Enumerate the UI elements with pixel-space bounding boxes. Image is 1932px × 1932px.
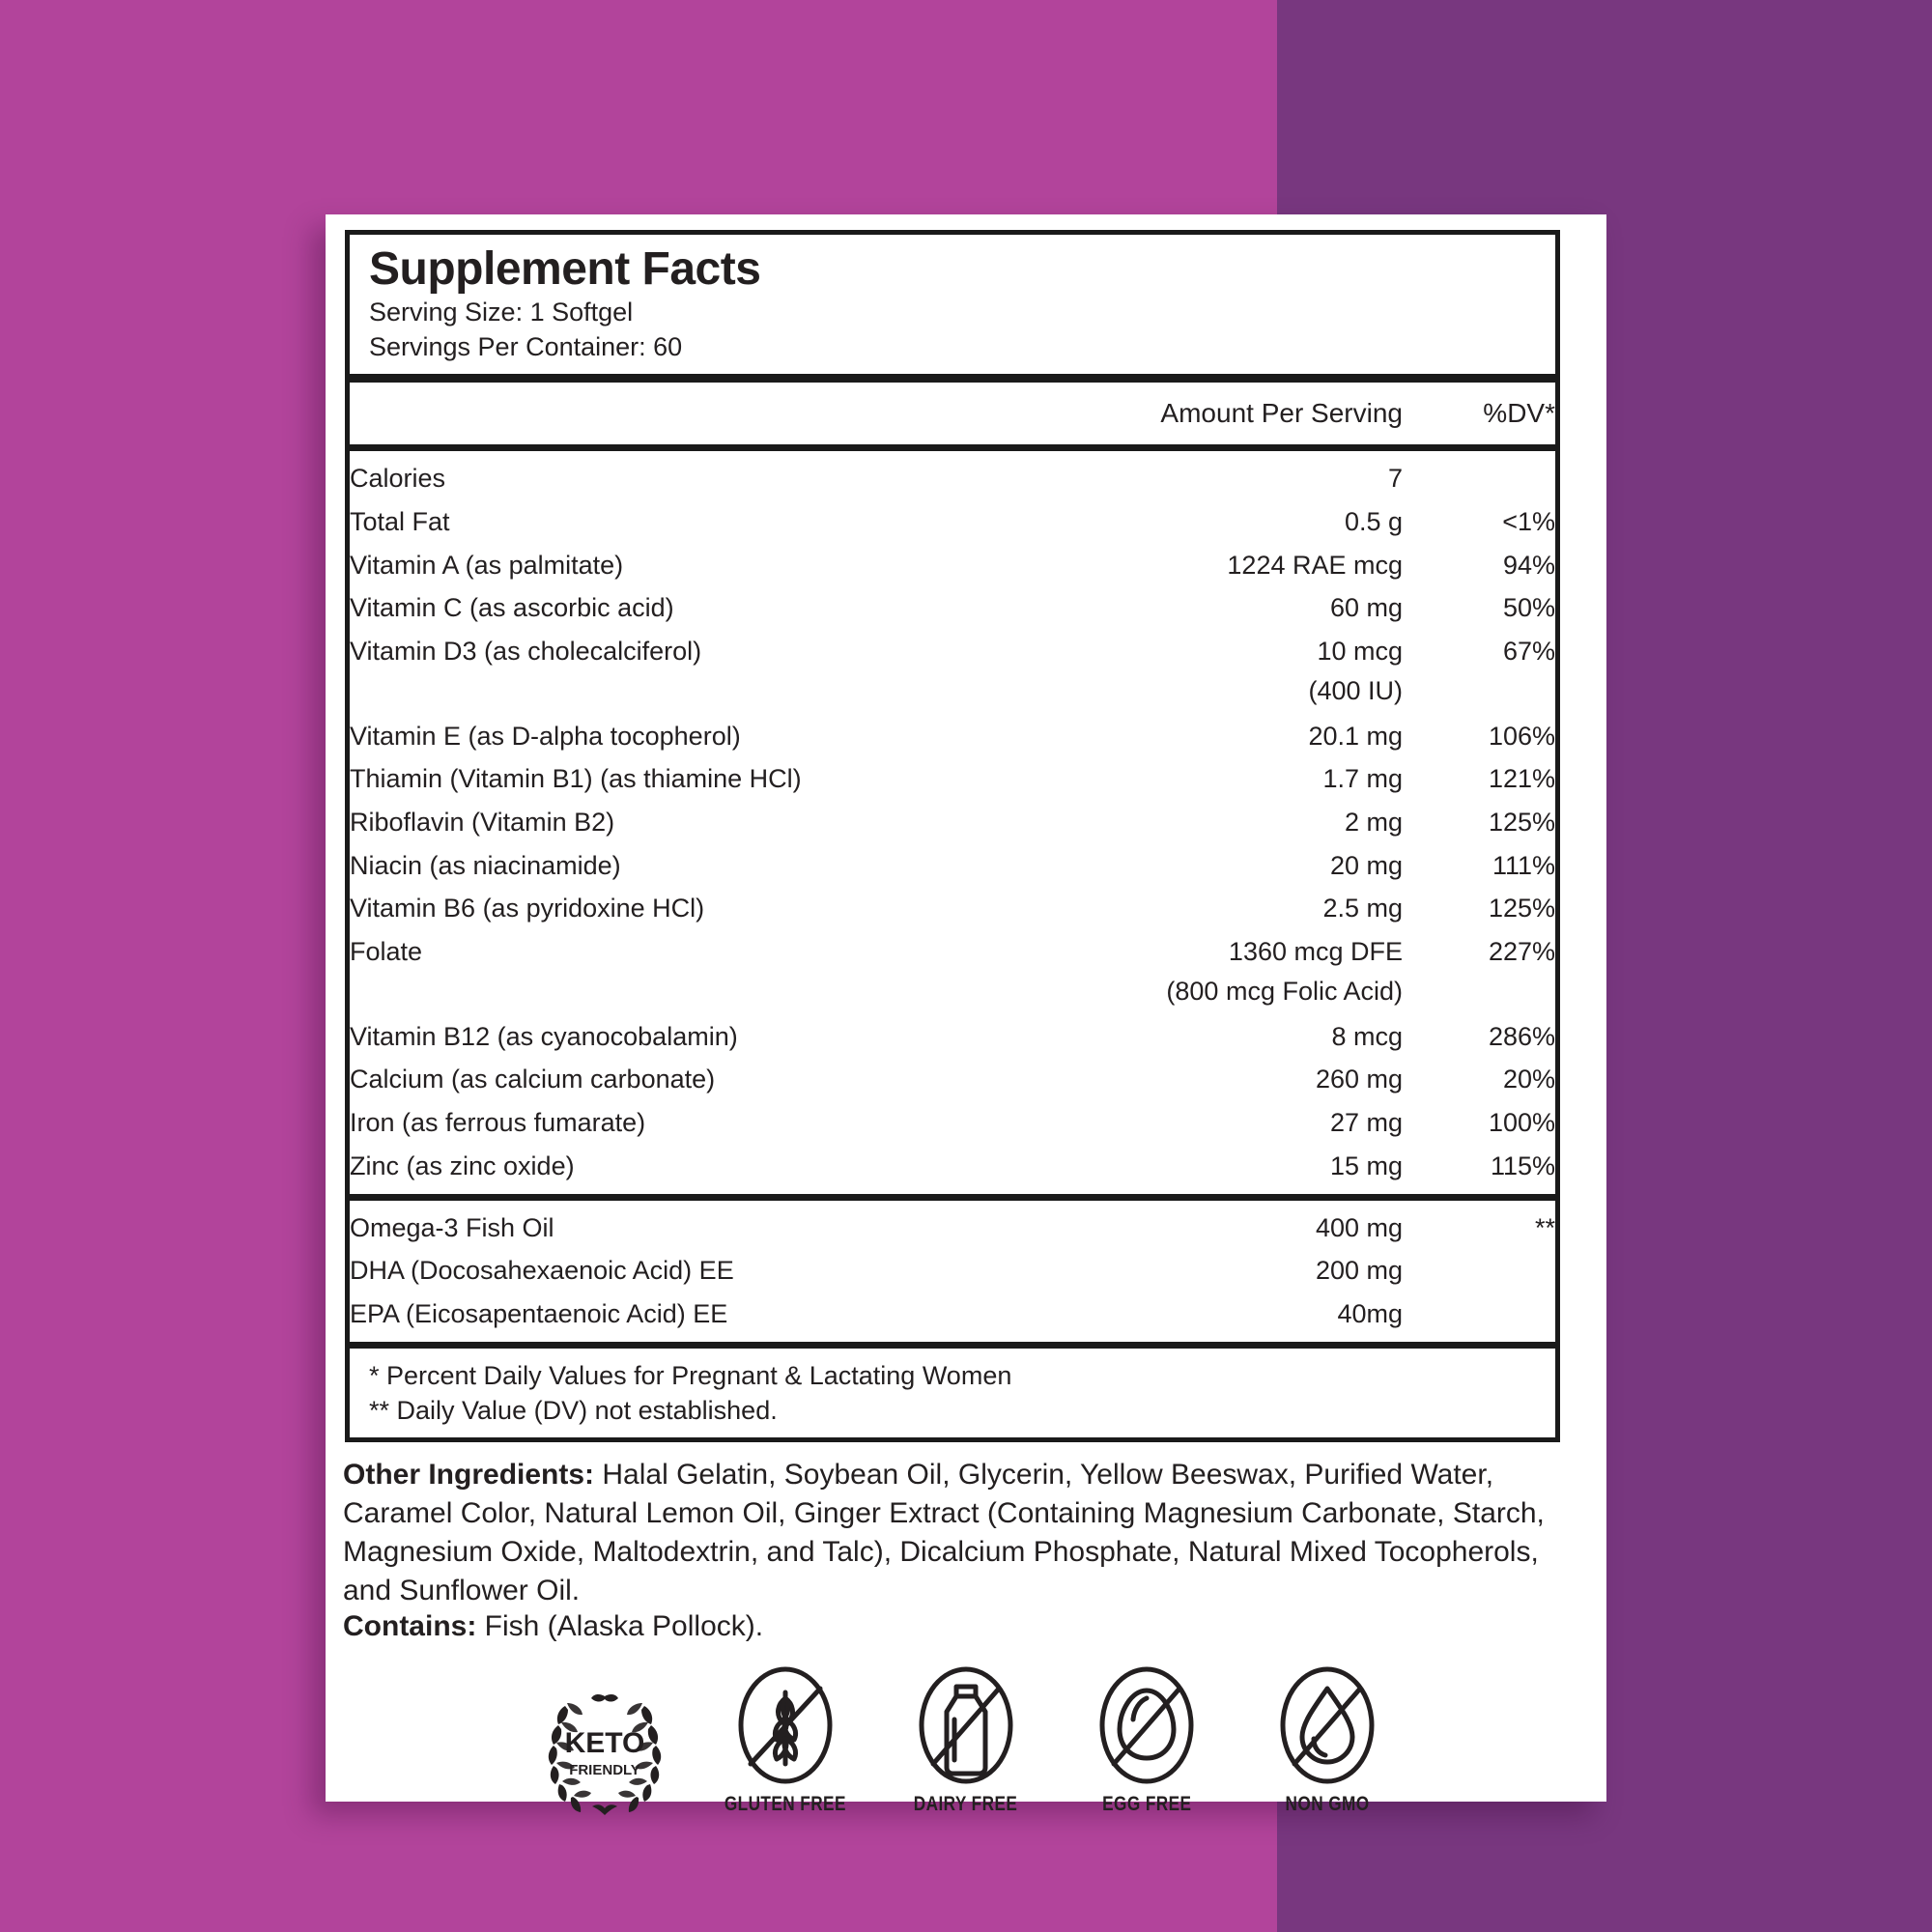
- nutrient-dv: 227%: [1488, 937, 1555, 967]
- milk-bottle-crossed-icon: [908, 1663, 1024, 1787]
- nutrient-amount: 2.5 mg: [1322, 894, 1403, 923]
- nutrient-name: DHA (Docosahexaenoic Acid) EE: [350, 1256, 734, 1286]
- table-row: [350, 930, 1555, 974]
- col-header-amount: Amount Per Serving: [1160, 398, 1403, 429]
- badge-non-gmo: [1258, 1663, 1398, 1816]
- page-title: Supplement Facts: [369, 243, 761, 295]
- nutrient-dv: [1403, 1293, 1555, 1342]
- nutrient-table: [350, 451, 1555, 1193]
- badge-egg-free: [1077, 1663, 1217, 1816]
- nutrient-amount: 10 mcg: [1317, 637, 1403, 667]
- nutrient-dv: 100%: [1488, 1108, 1555, 1138]
- subrow-dv-spacer: [1403, 974, 1555, 1015]
- label-header: [350, 235, 1555, 374]
- table-row: [350, 630, 1555, 673]
- other-ingredients-label: Other Ingredients:: [343, 1459, 595, 1491]
- nutrient-name: Vitamin E (as D-alpha tocopherol): [350, 721, 741, 751]
- table-row: [350, 1101, 1555, 1145]
- nutrient-name: Riboflavin (Vitamin B2): [350, 808, 615, 838]
- nutrient-name: Iron (as ferrous fumarate): [350, 1108, 646, 1138]
- nutrient-dv: 286%: [1488, 1021, 1555, 1051]
- nutrient-name: Vitamin B12 (as cyanocobalamin): [350, 1021, 738, 1051]
- nutrient-amount: 400 mg: [1315, 1212, 1403, 1242]
- table-subrow: [350, 974, 1555, 1015]
- keto-wreath-icon: [532, 1671, 677, 1816]
- nutrient-dv: 20%: [1502, 1065, 1555, 1094]
- nutrient-dv: 50%: [1502, 593, 1555, 623]
- nutrient-amount-sub: (400 IU): [1308, 675, 1403, 705]
- nutrient-dv: [1403, 451, 1555, 500]
- contains-label: Contains:: [343, 1610, 477, 1642]
- nutrient-amount: 1.7 mg: [1322, 764, 1403, 794]
- nutrient-name: Thiamin (Vitamin B1) (as thiamine HCl): [350, 764, 802, 794]
- footnote-divider: [350, 1342, 1555, 1349]
- certification-badges: [326, 1663, 1606, 1816]
- servings-per-container: Servings Per Container: 60: [369, 331, 683, 361]
- nutrient-dv: 67%: [1502, 637, 1555, 667]
- nutrient-amount: 260 mg: [1315, 1065, 1403, 1094]
- col-header-name: [350, 383, 1026, 444]
- other-ingredients-text: Halal Gelatin, Soybean Oil, Glycerin, Yellow Beeswax, Purified Water, Caramel Color, Natural Lemon Oil, Ginger Extract (Containing Magnesium Carbonate, Starch, Magnesium Oxide, Maltodextrin, and Talc), Dicalcium Phosphate, Natural Mixed Tocopherols, and Sunflower Oil.: [343, 1459, 1545, 1606]
- table-row: [350, 887, 1555, 930]
- table-row: [350, 1058, 1555, 1101]
- badge-keto-friendly: [535, 1671, 675, 1816]
- nutrient-amount: 15 mg: [1329, 1151, 1403, 1180]
- nutrient-amount: 20 mg: [1329, 850, 1403, 880]
- nutrient-name: Folate: [350, 937, 423, 967]
- nutrient-dv: 125%: [1488, 808, 1555, 838]
- nutrient-name: Omega-3 Fish Oil: [350, 1212, 554, 1242]
- nutrient-amount: 0.5 g: [1344, 507, 1403, 536]
- nutrient-name: Vitamin D3 (as cholecalciferol): [350, 637, 702, 667]
- badge-gluten-free: [716, 1663, 856, 1816]
- nutrient-name: Vitamin C (as ascorbic acid): [350, 593, 674, 623]
- table-row: [350, 1293, 1555, 1342]
- badge-caption: EGG FREE: [1101, 1793, 1192, 1815]
- nutrient-dv: 121%: [1488, 764, 1555, 794]
- nutrient-dv: <1%: [1502, 507, 1555, 536]
- nutrient-amount: 27 mg: [1329, 1108, 1403, 1138]
- nutrient-name: Zinc (as zinc oxide): [350, 1151, 575, 1180]
- table-row: [350, 1145, 1555, 1194]
- header-divider: [350, 374, 1555, 383]
- contains-allergens: [343, 1607, 1589, 1646]
- supplement-label-card: [326, 214, 1606, 1815]
- table-row: [350, 586, 1555, 630]
- nutrient-amount: 1224 RAE mcg: [1227, 550, 1403, 580]
- supplement-facts-box: [345, 230, 1560, 1442]
- subrow-spacer: [350, 974, 1026, 1015]
- badge-caption: NON GMO: [1285, 1793, 1370, 1815]
- table-row: [350, 1249, 1555, 1293]
- egg-crossed-icon: [1089, 1663, 1205, 1787]
- nutrient-amount-sub: (800 mcg Folic Acid): [1166, 976, 1403, 1006]
- footnote-asterisk: * Percent Daily Values for Pregnant & Lactating Women: [369, 1360, 1012, 1390]
- table-row: [350, 715, 1555, 758]
- nutrient-amount: 60 mg: [1329, 593, 1403, 623]
- subrow-spacer: [350, 673, 1026, 715]
- keto-word: KETO: [564, 1727, 645, 1759]
- nutrient-amount: 20.1 mg: [1308, 721, 1403, 751]
- subrow-dv-spacer: [1403, 673, 1555, 715]
- badge-caption: GLUTEN FREE: [724, 1793, 847, 1815]
- nutrient-name: Niacin (as niacinamide): [350, 850, 621, 880]
- table-subrow: [350, 673, 1555, 715]
- omega-table: [350, 1201, 1555, 1342]
- nutrient-name: Total Fat: [350, 507, 450, 536]
- nutrient-dv: 115%: [1490, 1151, 1555, 1180]
- nutrient-name: Calories: [350, 464, 446, 494]
- nutrient-name: EPA (Eicosapentaenoic Acid) EE: [350, 1298, 728, 1328]
- nutrient-amount: 40mg: [1337, 1298, 1403, 1328]
- nutrient-amount: 8 mcg: [1331, 1021, 1403, 1051]
- water-drop-crossed-icon: [1269, 1663, 1385, 1787]
- friendly-word: FRIENDLY: [569, 1762, 640, 1778]
- omega-section-divider: [350, 1194, 1555, 1201]
- contains-text: Fish (Alaska Pollock).: [476, 1610, 764, 1642]
- nutrient-name: Calcium (as calcium carbonate): [350, 1065, 716, 1094]
- other-ingredients: [343, 1456, 1589, 1610]
- footnote-double-asterisk: ** Daily Value (DV) not established.: [369, 1395, 778, 1425]
- table-row: [350, 1201, 1555, 1250]
- table-row: [350, 757, 1555, 801]
- badge-caption: DAIRY FREE: [914, 1793, 1018, 1815]
- nutrient-dv: 111%: [1492, 850, 1555, 880]
- nutrient-dv: 94%: [1502, 550, 1555, 580]
- nutrient-dv: 125%: [1488, 894, 1555, 923]
- serving-size: Serving Size: 1 Softgel: [369, 297, 634, 327]
- nutrient-amount: 1360 mcg DFE: [1228, 937, 1403, 967]
- table-header-row: [350, 383, 1555, 444]
- table-row: [350, 544, 1555, 587]
- table-row: [350, 844, 1555, 888]
- nutrient-amount: 200 mg: [1315, 1256, 1403, 1286]
- nutrient-dv: **: [1534, 1212, 1555, 1242]
- badge-dairy-free: [896, 1663, 1037, 1816]
- table-row: [350, 451, 1555, 500]
- table-row: [350, 801, 1555, 844]
- table-row: [350, 1015, 1555, 1059]
- column-header-table: [350, 383, 1555, 444]
- footnotes: [350, 1349, 1555, 1437]
- nutrient-amount: 2 mg: [1344, 808, 1403, 838]
- column-header-divider: [350, 444, 1555, 451]
- nutrient-dv: 106%: [1488, 721, 1555, 751]
- wheat-crossed-icon: [727, 1663, 843, 1787]
- table-row: [350, 500, 1555, 544]
- col-header-dv: %DV*: [1483, 398, 1555, 429]
- nutrient-amount: 7: [1387, 464, 1403, 494]
- nutrient-name: Vitamin B6 (as pyridoxine HCl): [350, 894, 705, 923]
- nutrient-dv: [1403, 1249, 1555, 1293]
- nutrient-name: Vitamin A (as palmitate): [350, 550, 624, 580]
